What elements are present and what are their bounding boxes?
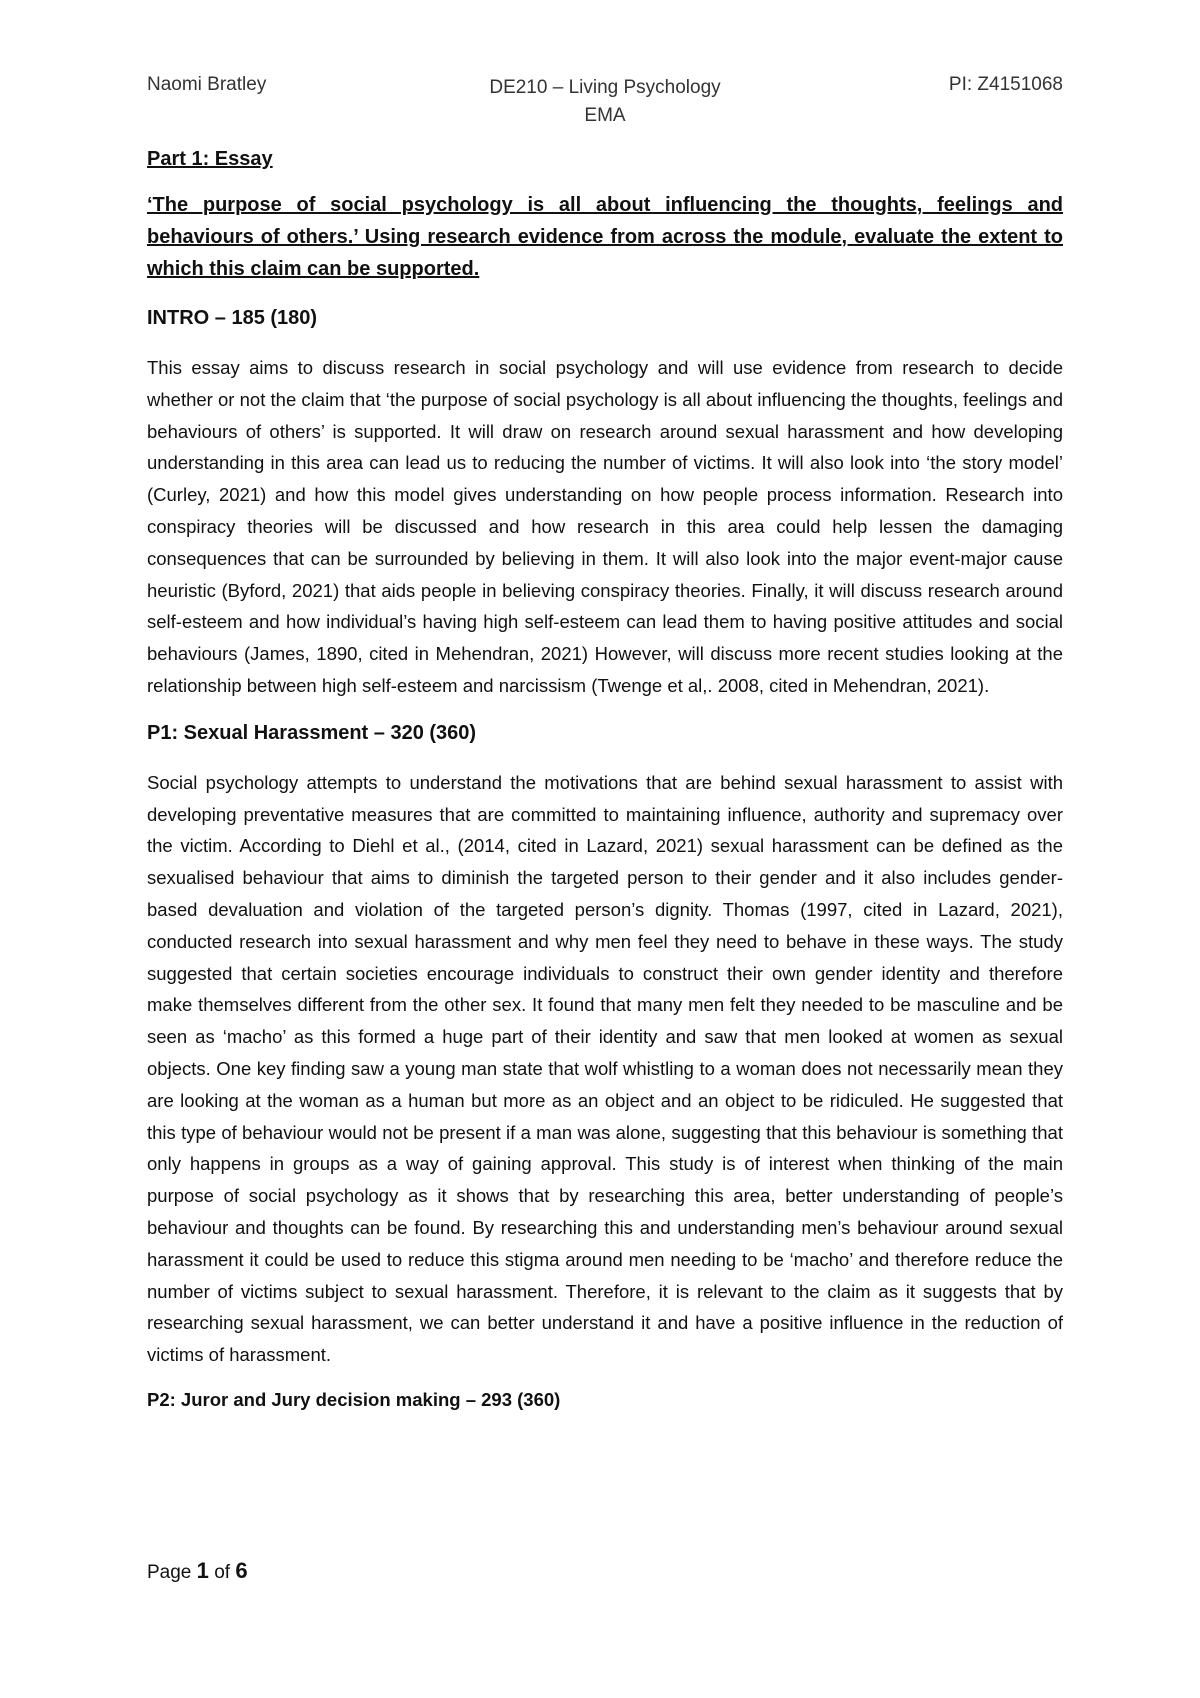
paragraph-p1: Social psychology attempts to understand the motivations that are behind sexual harassment to assist with developing preventative measures that are committed to maintaining influence, authority and supremacy over the victim. According to Diehl et al., (2014, cited in Lazard, 2021) sexual harassment can be defined as the sexualised behaviour that aims to diminish the targeted person to their gender and it also includes gender-based devaluation and violation of the targeted person’s dignity. Thomas (1997, cited in Lazard, 2021), conducted research into sexual harassment and why men feel they need to behave in these ways. The study suggested that certain societies encourage individuals to construct their own gender identity and therefore make themselves different from the other sex. It found that many men felt they needed to be masculine and be seen as ‘macho’ as this formed a huge part of their identity and saw that men looked at women as sexual objects. One key finding saw a young man state that wolf whistling to a woman does not necessarily mean they are looking at the woman as a human but more as an object and an object to be ridiculed. He suggested that this type of behaviour would not be present if a man was alone, suggesting that this behaviour is something that only happens in groups as a way of gaining approval. This study is of interest when thinking of the main purpose of social psychology as it shows that by researching this area, better understanding of people’s behaviour and thoughts can be found. By researching this and understanding men’s behaviour around sexual harassment it could be used to reduce this stigma around men needing to be ‘macho’ and therefore reduce the number of victims subject to sexual harassment. Therefore, it is relevant to the claim as it suggests that by researching sexual harassment, we can better understand it and have a positive influence in the reduction of victims of harassment.: [147, 771, 1063, 1366]
section-heading-p2: P2: Juror and Jury decision making – 293 (360): [147, 1388, 561, 1410]
header-module: [147, 74, 1063, 130]
section-heading-p1: P1: Sexual Harassment – 320 (360): [147, 721, 477, 744]
header-author: Naomi Bratley: [147, 74, 267, 95]
footer-page-label: Page: [147, 1562, 192, 1583]
header-assignment: EMA: [584, 105, 626, 126]
header-module-title: DE210 – Living Psychology: [489, 77, 721, 98]
essay-body: [147, 148, 1063, 1433]
part-title: Part 1: Essay: [147, 148, 273, 170]
essay-question: ‘The purpose of social psychology is all about influencing the thoughts, feelings and behaviours of others.’ Using research evidence from across the module, evaluate the extent to which this claim can be supported.: [147, 194, 1063, 280]
footer-of-label: of: [214, 1562, 231, 1583]
page-header: [147, 74, 1063, 134]
header-pi: PI: Z4151068: [948, 74, 1063, 95]
page-footer: [147, 1558, 248, 1584]
paragraph-intro: This essay aims to discuss research in social psychology and will use evidence from research to decide whether or not the claim that ‘the purpose of social psychology is all about influencing the thoughts, feelings and behaviours of others’ is supported. It will draw on research around sexual harassment and how developing understanding in this area can lead us to reducing the number of victims. It will also look into ‘the story model’ (Curley, 2021) and how this model gives understanding on how people process information. Research into conspiracy theories will be discussed and how research in this area could help lessen the damaging consequences that can be surrounded by believing in them. It will also look into the major event-major cause heuristic (Byford, 2021) that aids people in believing conspiracy theories. Finally, it will discuss research around self-esteem and how individual’s having high self-esteem can lead them to having positive attitudes and social behaviours (James, 1890, cited in Mehendran, 2021) However, will discuss more recent studies looking at the relationship between high self-esteem and narcissism (Twenge et al,. 2008, cited in Mehendran, 2021).: [147, 357, 1063, 696]
footer-page-number: 1: [196, 1558, 209, 1583]
footer-page-total: 6: [235, 1558, 248, 1583]
section-heading-intro: INTRO – 185 (180): [147, 307, 318, 329]
